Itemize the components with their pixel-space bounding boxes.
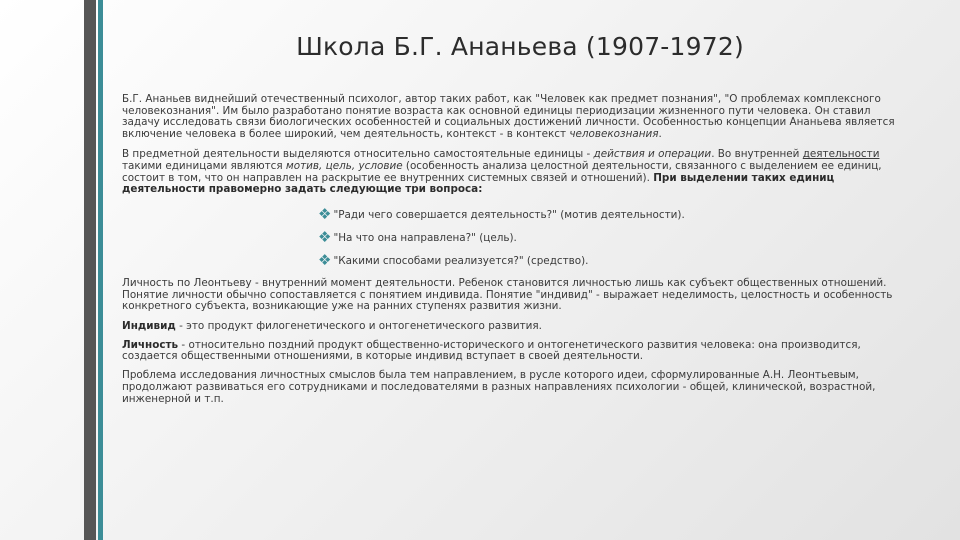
list-item: ❖ "Какими способами реализуется?" (средство). bbox=[318, 249, 900, 272]
paragraph-leontiev-personality: Личность по Леонтьеву - внутренний момент деятельности. Ребенок становится личностью лишь как субъект общественных отношений. Понятие личности обычно сопоставляется с понятием индивида. Понятие "индивид" - выражает неделимость, целостность и особенность конкретного субъекта, возникающие уже на ранних ступенях развития жизни. bbox=[122, 277, 893, 313]
slide-title: Школа Б.Г. Ананьева (1907-1972) bbox=[296, 32, 744, 61]
paragraph-personal-meanings: Проблема исследования личностных смыслов была тем направлением, в русле которого идеи, сформулированные А.Н. Леонтьевым, продолжают развиваться его сотрудниками и последователями в разных направлениях психологии - общей, клинической, возрастной, инженерной и т.п. bbox=[122, 369, 876, 405]
decorative-dark-bar bbox=[84, 0, 96, 540]
slide-body bbox=[122, 94, 900, 413]
diamond-bullet-icon: ❖ bbox=[318, 251, 332, 270]
diamond-bullet-icon: ❖ bbox=[318, 228, 332, 247]
paragraph-activity-units: В предметной деятельности выделяются относительно самостоятельные единицы - действия и операции. Во внутренней деятельности такими единицами являются мотив, цель, условие (особенность анализа целостной деятельности, связанного с выделением ее единиц, состоит в том, что он направлен на раскрытие ее внутренних системных связей и отношений). При выделении таких единиц деятельности правомерно задать следующие три вопроса: bbox=[122, 148, 882, 196]
paragraph-ananiev: Б.Г. Ананьев виднейший отечественный психолог, автор таких работ, как "Человек как предмет познания", "О проблемах комплексного человекознания". Им было разработано понятие возраста как основной единицы периодизации жизненного пути человека. Он ставил задачу исследовать связи биологических особенностей и социальных достижений личности. Особенностью концепции Ананьева является включение человека в более широкий, чем деятельность, контекст - в контекст человекознания. bbox=[122, 93, 895, 140]
paragraph-personality: Личность - относительно поздний продукт общественно-исторического и онтогенетического развития человека: она производится, создается общественными отношениями, в которые индивид вступает в своей деятельности. bbox=[122, 338, 861, 363]
decorative-accent-bar bbox=[98, 0, 103, 540]
question-list bbox=[122, 203, 900, 272]
list-item: ❖ "Ради чего совершается деятельность?" (мотив деятельности). bbox=[318, 203, 900, 226]
list-item: ❖ "На что она направлена?" (цель). bbox=[318, 226, 900, 249]
diamond-bullet-icon: ❖ bbox=[318, 205, 332, 224]
paragraph-individual: Индивид - это продукт филогенетического и онтогенетического развития. bbox=[122, 319, 542, 332]
